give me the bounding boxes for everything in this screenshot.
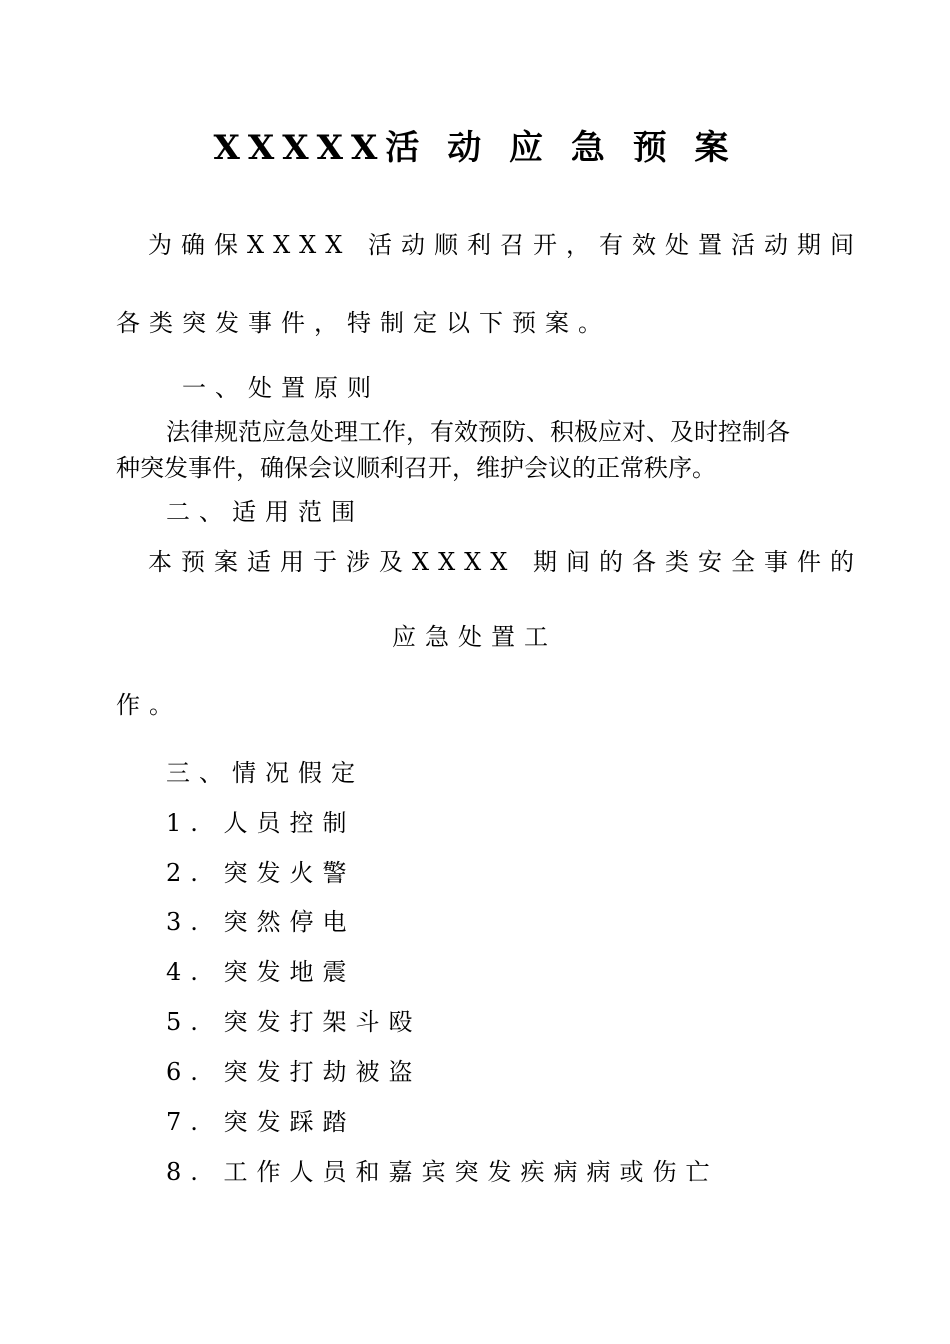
section-1-heading: 一、处置原则 bbox=[182, 374, 380, 402]
section-1-body-line-1: 法律规范应急处理工作，有效预防、积极应对、及时控制各 bbox=[166, 418, 790, 446]
intro-line-1: 为确保XXXX 活动顺利召开，有效处置活动期间 bbox=[148, 231, 863, 259]
list-item: 1. 人员控制 bbox=[166, 809, 356, 837]
document-title: XXXXX活 动 应 急 预 案 bbox=[213, 128, 737, 168]
list-item: 7. 突发踩踏 bbox=[166, 1108, 356, 1136]
intro-line-2: 各类突发事件，特制定以下预案。 bbox=[116, 309, 611, 337]
section-1-body-line-2: 种突发事件，确保会议顺利召开，维护会议的正常秩序。 bbox=[116, 454, 716, 482]
section-2-body-line-3: 作。 bbox=[116, 691, 182, 719]
section-2-body-line-2: 应急处置工 bbox=[392, 623, 557, 651]
list-item: 4. 突发地震 bbox=[166, 958, 356, 986]
list-item: 5. 突发打架斗殴 bbox=[166, 1008, 422, 1036]
list-item: 3. 突然停电 bbox=[166, 908, 356, 936]
section-3-heading: 三、情况假定 bbox=[166, 759, 364, 787]
section-2-heading: 二、适用范围 bbox=[166, 498, 364, 526]
list-item: 2. 突发火警 bbox=[166, 859, 356, 887]
list-item: 6. 突发打劫被盗 bbox=[166, 1058, 422, 1086]
list-item: 8. 工作人员和嘉宾突发疾病病或伤亡 bbox=[166, 1158, 719, 1186]
section-2-body-line-1: 本预案适用于涉及XXXX 期间的各类安全事件的 bbox=[148, 548, 863, 576]
